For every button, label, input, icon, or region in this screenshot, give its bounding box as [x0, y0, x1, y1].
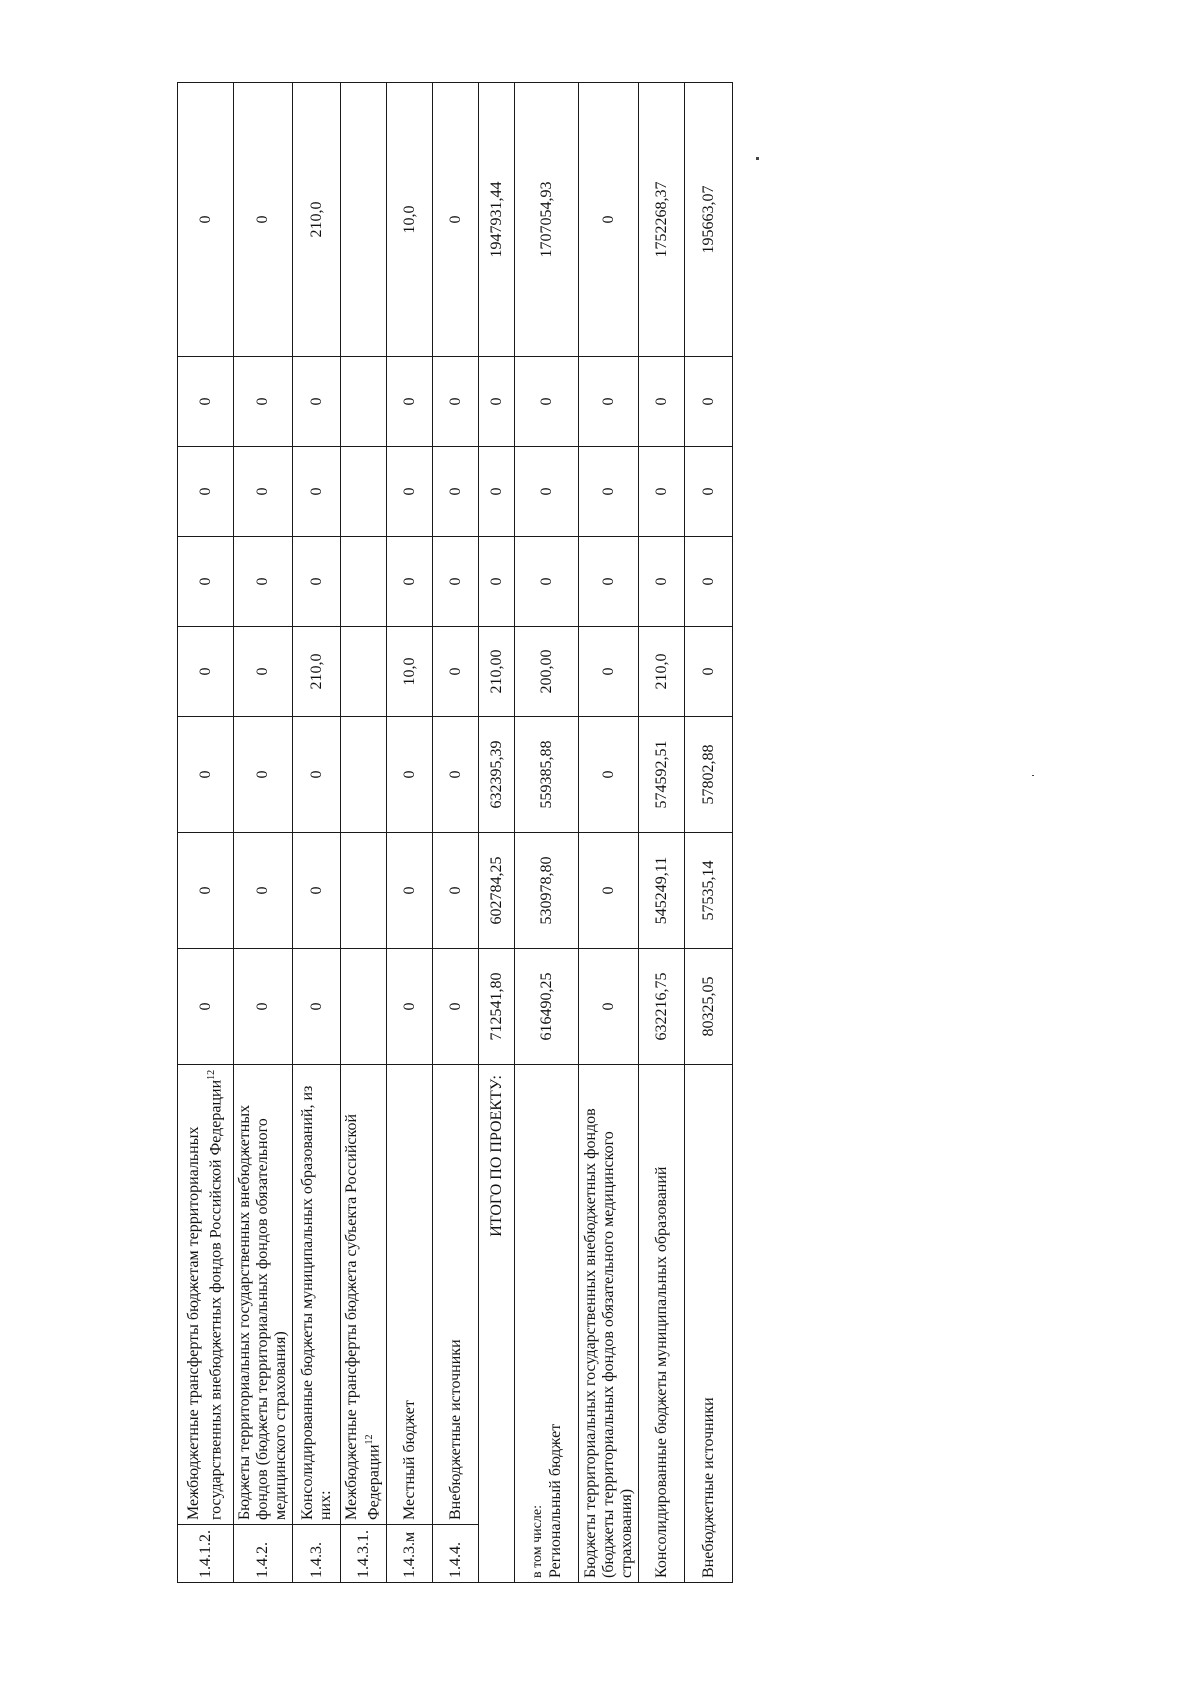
row-label-text: Межбюджетные трансферты бюджетам территориальных государственных внебюджетных фондов Российской Федерации	[185, 1079, 225, 1520]
footnote-marker: 12	[364, 1434, 376, 1445]
value-cell: 0	[178, 833, 234, 949]
row-label-text: Внебюджетные источники	[446, 1339, 464, 1520]
value-cell: 0	[579, 447, 639, 537]
value-cell: 0	[293, 357, 341, 447]
row-code: 1.4.2.	[234, 1525, 293, 1583]
row-label	[293, 1065, 341, 1525]
value-cell	[341, 833, 387, 949]
value-cell: 10,0	[387, 83, 433, 357]
value-cell: 0	[293, 447, 341, 537]
value-cell: 210,0	[293, 627, 341, 717]
value-cell: 0	[293, 833, 341, 949]
value-cell: 57802,88	[685, 717, 733, 833]
row-label-text: Межбюджетные трансферты бюджета субъекта Российской Федерации	[343, 1113, 383, 1520]
value-cell: 616490,25	[515, 949, 579, 1065]
row-code: 1.4.3.м	[387, 1525, 433, 1583]
breakdown-row	[685, 83, 733, 1583]
value-cell: 0	[387, 537, 433, 627]
scan-speck	[756, 157, 759, 160]
value-cell: 0	[293, 717, 341, 833]
table-row	[234, 83, 293, 1583]
table-row	[387, 83, 433, 1583]
value-cell: 0	[387, 717, 433, 833]
value-cell: 0	[433, 833, 479, 949]
row-label	[433, 1065, 479, 1525]
value-cell: 545249,11	[639, 833, 685, 949]
value-cell: 195663,07	[685, 83, 733, 357]
breakdown-label	[639, 1065, 685, 1583]
breakdown-row	[639, 83, 685, 1583]
value-cell: 574592,51	[639, 717, 685, 833]
value-cell: 0	[387, 447, 433, 537]
row-code: 1.4.1.2.	[178, 1525, 234, 1583]
value-cell: 632216,75	[639, 949, 685, 1065]
value-cell: 0	[579, 627, 639, 717]
breakdown-label-text: Внебюджетные источники	[699, 1397, 717, 1578]
value-cell: 0	[234, 537, 293, 627]
value-cell: 1947931,44	[479, 83, 515, 357]
value-cell: 0	[178, 357, 234, 447]
value-cell: 0	[685, 447, 733, 537]
value-cell: 0	[178, 717, 234, 833]
value-cell: 0	[433, 357, 479, 447]
breakdown-row	[579, 83, 639, 1583]
value-cell: 0	[234, 447, 293, 537]
value-cell: 0	[579, 949, 639, 1065]
value-cell: 0	[234, 833, 293, 949]
value-cell: 0	[293, 537, 341, 627]
value-cell: 0	[234, 357, 293, 447]
value-cell: 0	[433, 717, 479, 833]
value-cell: 0	[178, 537, 234, 627]
value-cell: 0	[479, 537, 515, 627]
value-cell: 0	[685, 357, 733, 447]
table-row	[433, 83, 479, 1583]
value-cell: 0	[387, 833, 433, 949]
value-cell: 0	[515, 537, 579, 627]
row-label	[387, 1065, 433, 1525]
value-cell: 0	[178, 949, 234, 1065]
value-cell: 0	[178, 447, 234, 537]
value-cell: 0	[479, 447, 515, 537]
value-cell: 0	[433, 949, 479, 1065]
row-label-text: Местный бюджет	[400, 1400, 418, 1520]
breakdown-prefix: в том числе:	[529, 1505, 545, 1578]
row-label-text: Консолидированные бюджеты муниципальных образований, из них:	[298, 1085, 334, 1520]
value-cell: 0	[433, 83, 479, 357]
value-cell: 210,0	[639, 627, 685, 717]
value-cell: 1707054,93	[515, 83, 579, 357]
value-cell: 0	[685, 537, 733, 627]
row-label	[341, 1065, 387, 1525]
table-body	[178, 83, 733, 1583]
budget-table	[177, 82, 733, 1583]
table-row	[293, 83, 341, 1583]
total-row	[479, 83, 515, 1583]
value-cell	[341, 717, 387, 833]
value-cell: 10,0	[387, 627, 433, 717]
value-cell	[341, 83, 387, 357]
value-cell: 57535,14	[685, 833, 733, 949]
table-row	[178, 83, 234, 1583]
value-cell: 0	[387, 357, 433, 447]
value-cell: 632395,39	[479, 717, 515, 833]
value-cell: 0	[579, 833, 639, 949]
breakdown-label-text: Бюджеты территориальных государственных внебюджетных фондов (бюджеты территориальных фондов обязательного медицинского страхования)	[581, 1108, 635, 1578]
value-cell: 0	[579, 717, 639, 833]
value-cell	[341, 537, 387, 627]
value-cell	[341, 357, 387, 447]
value-cell: 0	[639, 447, 685, 537]
value-cell: 0	[515, 357, 579, 447]
value-cell	[341, 627, 387, 717]
value-cell: 712541,80	[479, 949, 515, 1065]
value-cell: 0	[639, 357, 685, 447]
breakdown-row	[515, 83, 579, 1583]
value-cell: 0	[433, 537, 479, 627]
value-cell: 0	[685, 627, 733, 717]
value-cell: 1752268,37	[639, 83, 685, 357]
value-cell: 602784,25	[479, 833, 515, 949]
table-row	[341, 83, 387, 1583]
row-label	[178, 1065, 234, 1525]
breakdown-label-text: Региональный бюджет	[546, 1423, 564, 1578]
row-code: 1.4.3.	[293, 1525, 341, 1583]
breakdown-label	[685, 1065, 733, 1583]
rotated-table-wrapper	[177, 83, 727, 1583]
value-cell: 0	[579, 83, 639, 357]
value-cell: 200,00	[515, 627, 579, 717]
value-cell: 0	[178, 627, 234, 717]
value-cell: 0	[515, 447, 579, 537]
value-cell: 80325,05	[685, 949, 733, 1065]
row-code: 1.4.4.	[433, 1525, 479, 1583]
value-cell	[341, 949, 387, 1065]
footnote-marker: 12	[206, 1069, 218, 1080]
value-cell: 0	[433, 627, 479, 717]
value-cell: 0	[639, 537, 685, 627]
row-label-text: Бюджеты территориальных государственных внебюджетных фондов (бюджеты территориальных фондов обязательного медицинского страхования)	[236, 1104, 289, 1520]
value-cell: 0	[479, 357, 515, 447]
value-cell: 0	[234, 627, 293, 717]
value-cell: 0	[178, 83, 234, 357]
value-cell: 0	[234, 83, 293, 357]
value-cell: 0	[293, 949, 341, 1065]
row-code: 1.4.3.1.	[341, 1525, 387, 1583]
value-cell: 0	[387, 949, 433, 1065]
value-cell	[341, 447, 387, 537]
breakdown-label	[515, 1065, 579, 1583]
value-cell: 0	[579, 537, 639, 627]
value-cell: 0	[234, 717, 293, 833]
scan-speck	[1032, 775, 1034, 776]
value-cell: 530978,80	[515, 833, 579, 949]
value-cell: 210,00	[479, 627, 515, 717]
value-cell: 0	[433, 447, 479, 537]
breakdown-label	[579, 1065, 639, 1583]
total-label: ИТОГО ПО ПРОЕКТУ:	[479, 1065, 515, 1583]
value-cell: 210,0	[293, 83, 341, 357]
value-cell: 0	[579, 357, 639, 447]
row-label	[234, 1065, 293, 1525]
breakdown-label-text: Консолидированные бюджеты муниципальных образований	[652, 1166, 670, 1578]
value-cell: 559385,88	[515, 717, 579, 833]
value-cell: 0	[234, 949, 293, 1065]
